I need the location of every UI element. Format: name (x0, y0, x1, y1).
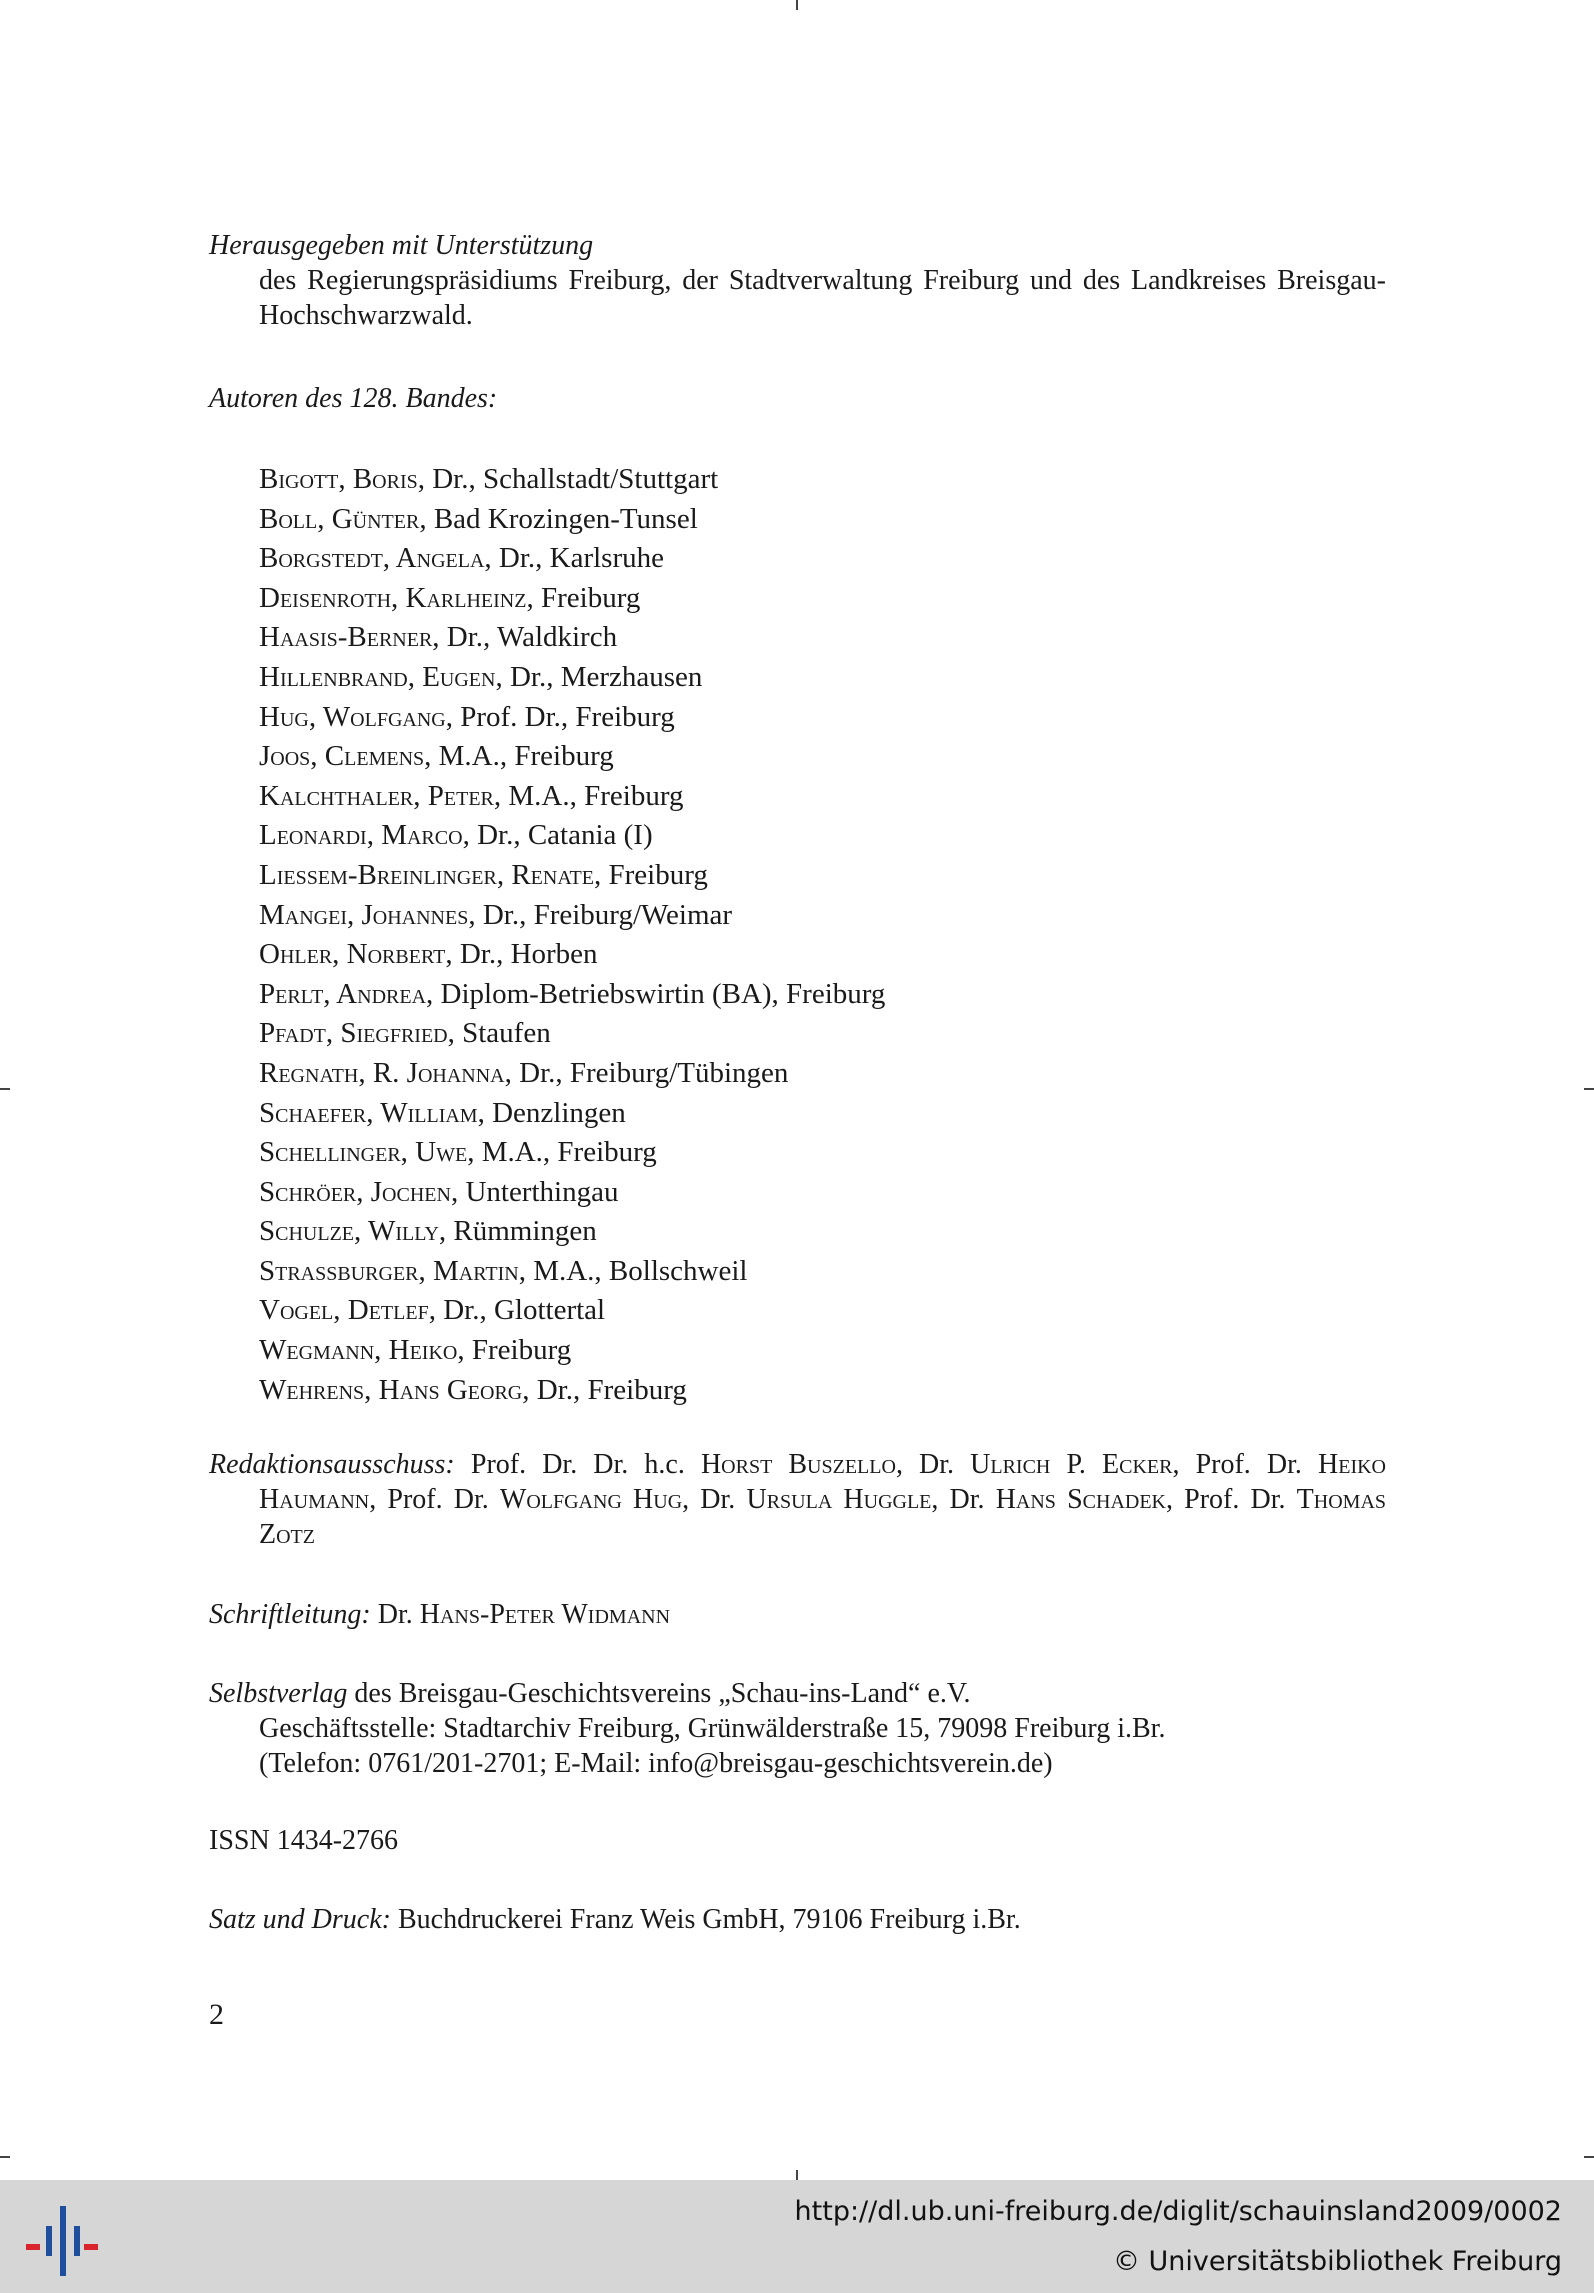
print-section (209, 1902, 1386, 1937)
author-entry (259, 500, 885, 540)
footer-url-link[interactable]: http://dl.ub.uni-freiburg.de/diglit/schauinsland2009/0002 (794, 2196, 1562, 2227)
author-details: , M.A., Freiburg (424, 740, 614, 773)
crop-mark (1584, 1088, 1594, 1090)
author-entry (259, 1014, 885, 1054)
author-details: , Dr., Karlsruhe (484, 542, 664, 575)
support-text: des Regierungspräsidiums Freiburg, der Stadtverwaltung Freiburg und des Landkreises Breisgau-Hochschwarzwald. (259, 265, 1386, 331)
committee-member-title: , Dr. (895, 1449, 971, 1480)
author-name: Deisenroth, Karlheinz (259, 581, 527, 614)
author-entry (259, 1331, 885, 1371)
editor-label: Schriftleitung: (209, 1599, 371, 1630)
author-details: , Denzlingen (477, 1096, 626, 1129)
editor-prefix: Dr. (377, 1599, 420, 1630)
author-entry (259, 1371, 885, 1411)
author-entry (259, 698, 885, 738)
author-name: Hug, Wolfgang (259, 700, 446, 733)
publisher-label: Selbstverlag (209, 1678, 348, 1709)
author-name: Schaefer, William (259, 1096, 478, 1129)
committee-member-name: Horst Buszello (700, 1449, 896, 1480)
author-name: Haasis-Berner (259, 621, 433, 654)
author-details: , Dr., Catania (I) (462, 819, 653, 852)
authors-list (259, 460, 885, 1410)
author-entry (259, 1291, 885, 1331)
author-name: Liessem-Breinlinger, Renate (259, 858, 594, 891)
author-details: , Freiburg (457, 1334, 572, 1367)
author-name: Joos, Clemens (259, 740, 425, 773)
crop-mark (0, 2156, 10, 2158)
author-name: Vogel, Detlef (259, 1294, 429, 1327)
author-details: , Dr., Freiburg/Weimar (468, 898, 733, 931)
committee-member-title: , Prof. Dr. (369, 1484, 500, 1515)
committee-label: Redaktionsausschuss: (209, 1449, 455, 1480)
author-details: , M.A., Bollschweil (518, 1254, 748, 1287)
editor-section (209, 1597, 1386, 1632)
footer-copyright: © Universitätsbibliothek Freiburg (1112, 2246, 1562, 2277)
author-name: Hillenbrand, Eugen (259, 660, 496, 693)
author-entry (259, 460, 885, 500)
publisher-section (209, 1676, 1386, 1781)
author-name: Pfadt, Siegfried (259, 1017, 448, 1050)
author-details: , Dr., Freiburg/Tübingen (504, 1056, 789, 1089)
author-name: Bigott, Boris (259, 463, 418, 495)
author-details: , Dr., Schallstadt/Stuttgart (417, 463, 719, 495)
publisher-office: Geschäftsstelle: Stadtarchiv Freiburg, Grünwälderstraße 15, 79098 Freiburg i.Br. (259, 1713, 1166, 1744)
author-entry (259, 539, 885, 579)
author-details: , Freiburg (526, 581, 641, 614)
author-entry (259, 975, 885, 1015)
committee-member-title: , Dr. (931, 1484, 996, 1515)
author-details: , Dr., Glottertal (428, 1294, 606, 1327)
author-name: Mangei, Johannes (259, 898, 469, 931)
author-name: Kalchthaler, Peter (259, 779, 494, 812)
author-entry (259, 856, 885, 896)
support-section (209, 228, 1386, 333)
author-entry (259, 1252, 885, 1292)
crop-mark (0, 1088, 10, 1090)
committee-member-name: Ulrich P. Ecker (970, 1449, 1173, 1480)
authors-label: Autoren des 128. Bandes: (209, 383, 498, 414)
committee-member-name: Heiko Haumann (259, 1449, 1386, 1515)
author-name: Schulze, Willy (259, 1215, 439, 1248)
committee-member-name: Hans Schadek (995, 1484, 1166, 1515)
editor-name: Hans-Peter Widmann (419, 1599, 671, 1630)
author-name: Regnath, R. Johanna (259, 1056, 505, 1089)
committee-member-name: Thomas Zotz (259, 1484, 1387, 1550)
author-name: Ohler, Norbert (259, 938, 446, 971)
author-details: , Bad Krozingen-Tunsel (419, 502, 698, 535)
crop-mark (1584, 2156, 1594, 2158)
committee-text (209, 1447, 1386, 1552)
author-entry (259, 896, 885, 936)
author-details: , Dr., Waldkirch (432, 621, 618, 654)
committee-member-name: Ursula Huggle (746, 1484, 932, 1515)
author-entry (259, 658, 885, 698)
author-entry (259, 737, 885, 777)
page-number: 2 (209, 1998, 224, 2031)
author-entry (259, 777, 885, 817)
author-name: Straßburger, Martin (259, 1254, 519, 1287)
print-label: Satz und Druck: (209, 1904, 391, 1935)
crop-mark (796, 0, 798, 10)
author-entry (259, 1094, 885, 1134)
publisher-text: des Breisgau-Geschichtsvereins „Schau-ins-Land“ e.V. (354, 1678, 971, 1709)
author-details: , Prof. Dr., Freiburg (445, 700, 675, 733)
author-details: , Freiburg (593, 858, 708, 891)
author-entry (259, 816, 885, 856)
author-details: , Dr., Horben (445, 938, 598, 971)
author-entry (259, 618, 885, 658)
committee-member-title: , Prof. Dr. (1166, 1484, 1297, 1515)
author-details: , M.A., Freiburg (467, 1136, 657, 1169)
committee-member-title: Prof. Dr. Dr. h.c. (470, 1449, 701, 1480)
committee-member-name: Wolfgang Hug (499, 1484, 683, 1515)
issn: ISSN 1434-2766 (209, 1825, 399, 1856)
author-name: Boll, Günter (259, 502, 420, 535)
author-details: , Rümmingen (438, 1215, 597, 1248)
author-entry (259, 1054, 885, 1094)
publisher-contact: (Telefon: 0761/201-2701; E-Mail: info@breisgau-geschichtsverein.de) (259, 1748, 1053, 1779)
committee-member-title: , Dr. (682, 1484, 747, 1515)
author-details: , Staufen (447, 1017, 551, 1050)
crop-mark (796, 2170, 798, 2180)
author-entry (259, 1133, 885, 1173)
author-details: , Dr., Merzhausen (495, 660, 703, 693)
author-details: , Unterthingau (450, 1175, 619, 1208)
author-entry (259, 1212, 885, 1252)
ub-freiburg-logo-icon (22, 2200, 102, 2280)
author-name: Leonardi, Marco (259, 819, 463, 852)
author-name: Borgstedt, Angela (259, 542, 485, 575)
committee-member-title: , Prof. Dr. (1172, 1449, 1319, 1480)
footer-band (0, 2180, 1594, 2293)
author-name: Wegmann, Heiko (259, 1334, 458, 1367)
support-label: Herausgegeben mit Unterstützung (209, 230, 594, 261)
author-name: Schröer, Jochen (259, 1175, 451, 1208)
author-entry (259, 935, 885, 975)
author-name: Perlt, Andrea (259, 977, 427, 1010)
author-entry (259, 579, 885, 619)
print-text: Buchdruckerei Franz Weis GmbH, 79106 Freiburg i.Br. (397, 1904, 1021, 1935)
author-details: , M.A., Freiburg (493, 779, 684, 812)
author-details: , Dr., Freiburg (522, 1373, 687, 1406)
author-entry (259, 1173, 885, 1213)
committee-section (209, 1447, 1386, 1552)
author-name: Wehrens, Hans Georg (259, 1373, 523, 1406)
author-details: , Diplom-Betriebswirtin (BA), Freiburg (426, 977, 886, 1010)
author-name: Schellinger, Uwe (259, 1136, 468, 1169)
